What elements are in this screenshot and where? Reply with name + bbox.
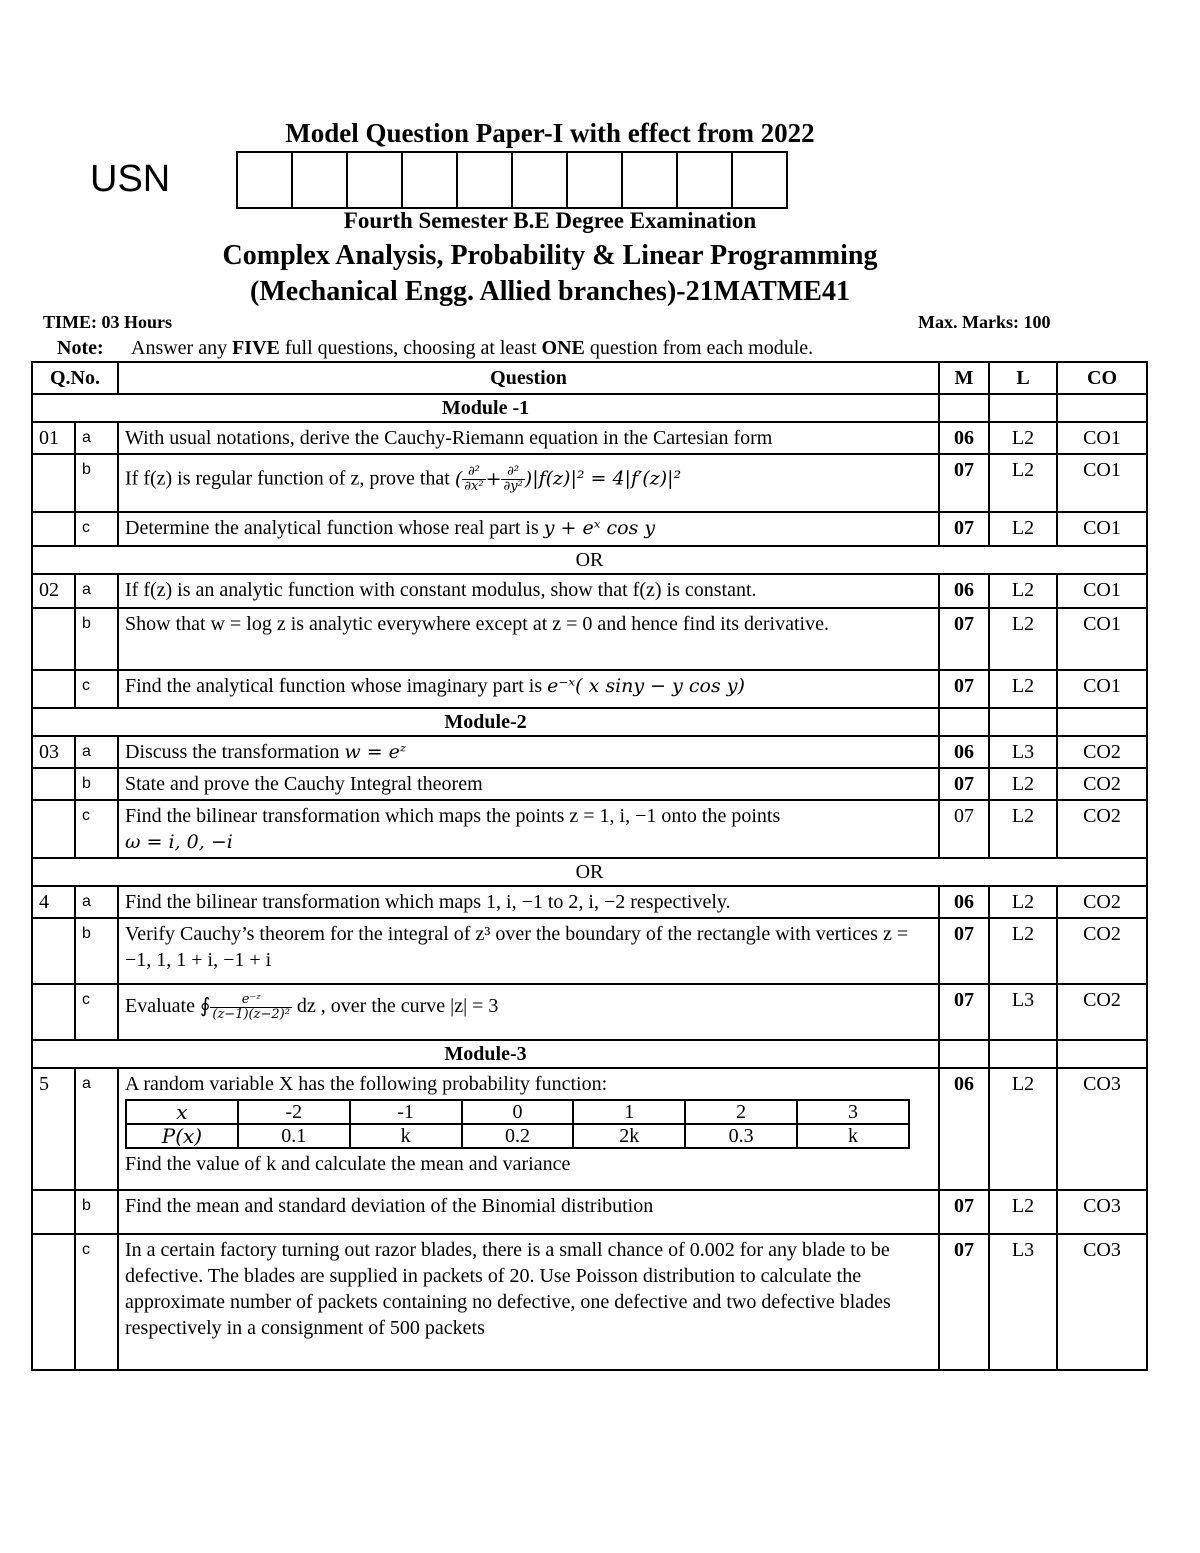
marks-value: 06 <box>939 736 989 768</box>
sub-label: b <box>75 1190 118 1234</box>
level-value: L2 <box>989 768 1057 800</box>
time-label: TIME: 03 Hours <box>43 312 173 332</box>
sub-label: c <box>75 670 118 708</box>
table-row <box>32 574 1147 608</box>
usn-box[interactable] <box>238 153 293 207</box>
question-table <box>31 361 1148 1371</box>
marks-value: 07 <box>939 800 989 858</box>
marks-value: 06 <box>939 886 989 918</box>
usn-box[interactable] <box>733 153 786 207</box>
marks-value: 07 <box>939 984 989 1040</box>
co-value: CO1 <box>1057 574 1147 608</box>
usn-box[interactable] <box>623 153 678 207</box>
or-row <box>32 546 1147 574</box>
question-number: 01 <box>32 422 75 454</box>
co-value: CO2 <box>1057 918 1147 984</box>
level-value: L2 <box>989 574 1057 608</box>
table-row <box>32 454 1147 512</box>
usn-box[interactable] <box>458 153 513 207</box>
sub-label: b <box>75 918 118 984</box>
co-value: CO2 <box>1057 736 1147 768</box>
level-value: L2 <box>989 1190 1057 1234</box>
col-l: L <box>989 362 1057 394</box>
co-value: CO2 <box>1057 886 1147 918</box>
table-row <box>32 1068 1147 1190</box>
usn-box[interactable] <box>293 153 348 207</box>
question-number: 03 <box>32 736 75 768</box>
usn-box[interactable] <box>513 153 568 207</box>
module-heading: Module -1 <box>32 394 939 422</box>
marks-value: 07 <box>939 918 989 984</box>
co-value: CO2 <box>1057 768 1147 800</box>
question-text: A random variable X has the following probability function: x -2 -1 0 1 2 3 P(x) 0.1 k 0.2 2k 0.3 k Find the value of k and calculate the mean and variance <box>118 1068 939 1190</box>
sub-label: b <box>75 454 118 512</box>
col-question: Question <box>118 362 939 394</box>
table-row <box>32 918 1147 984</box>
branch-title: (Mechanical Engg. Allied branches)-21MATME41 <box>250 276 850 307</box>
sub-label: c <box>75 984 118 1040</box>
exam-title: Fourth Semester B.E Degree Examination <box>343 208 757 233</box>
level-value: L2 <box>989 800 1057 858</box>
question-text: Show that w = log z is analytic everywhere except at z = 0 and hence find its derivative. <box>118 608 939 670</box>
max-marks: Max. Marks: 100 <box>918 312 1051 332</box>
marks-value: 07 <box>939 670 989 708</box>
co-value: CO3 <box>1057 1068 1147 1190</box>
level-value: L3 <box>989 736 1057 768</box>
marks-value: 07 <box>939 512 989 546</box>
level-value: L3 <box>989 984 1057 1040</box>
or-divider: OR <box>32 858 1147 886</box>
module-row <box>32 708 1147 736</box>
co-value: CO1 <box>1057 512 1147 546</box>
level-value: L2 <box>989 918 1057 984</box>
question-text: Find the analytical function whose imaginary part is e⁻ˣ( x siny − y cos y) <box>118 670 939 708</box>
marks-value: 07 <box>939 768 989 800</box>
question-text: Evaluate ∮ $\frac{\text{e⁻ᶻ}}{\text{(z−1)(z−2)²}}$ dz , over the curve |z| = 3 <box>118 984 939 1040</box>
marks-value: 07 <box>939 454 989 512</box>
question-number: 5 <box>32 1068 75 1190</box>
usn-box[interactable] <box>678 153 733 207</box>
paper-title: Model Question Paper-I with effect from 2022 <box>285 118 815 148</box>
usn-box[interactable] <box>348 153 403 207</box>
table-row <box>32 768 1147 800</box>
usn-boxes <box>236 151 788 209</box>
sub-label: a <box>75 736 118 768</box>
usn-box[interactable] <box>403 153 458 207</box>
marks-value: 07 <box>939 608 989 670</box>
table-row <box>32 670 1147 708</box>
sub-label: a <box>75 886 118 918</box>
question-text: If f(z) is regular function of z, prove that ( $\frac{\text{∂²}}{\text{∂x²}}$ + $\frac{\text{∂²}}{\text{∂y²}}$ )|f(z)|² = 4|f′(z)|² <box>118 454 939 512</box>
sub-label: b <box>75 608 118 670</box>
level-value: L2 <box>989 670 1057 708</box>
table-row <box>32 512 1147 546</box>
question-number: 02 <box>32 574 75 608</box>
level-value: L3 <box>989 1234 1057 1370</box>
probability-table <box>125 1099 910 1149</box>
question-text: Find the bilinear transformation which maps the points z = 1, i, −1 onto the points ω = i, 0, −i <box>118 800 939 858</box>
question-text: Determine the analytical function whose real part is y + eˣ cos y <box>118 512 939 546</box>
module-row <box>32 1040 1147 1068</box>
note-text: Answer any FIVE full questions, choosing at least ONE question from each module. <box>131 337 814 359</box>
or-divider: OR <box>32 546 1147 574</box>
marks-value: 06 <box>939 422 989 454</box>
sub-label: b <box>75 768 118 800</box>
sub-label: a <box>75 1068 118 1190</box>
module-row <box>32 394 1147 422</box>
table-row <box>32 886 1147 918</box>
question-text: Find the bilinear transformation which maps 1, i, −1 to 2, i, −2 respectively. <box>118 886 939 918</box>
question-text: State and prove the Cauchy Integral theorem <box>118 768 939 800</box>
usn-label: USN <box>90 158 171 200</box>
question-text: If f(z) is an analytic function with constant modulus, show that f(z) is constant. <box>118 574 939 608</box>
co-value: CO1 <box>1057 422 1147 454</box>
or-row <box>32 858 1147 886</box>
col-m: M <box>939 362 989 394</box>
table-row <box>32 984 1147 1040</box>
question-text: With usual notations, derive the Cauchy-Riemann equation in the Cartesian form <box>118 422 939 454</box>
question-text: Discuss the transformation w = eᶻ <box>118 736 939 768</box>
marks-value: 07 <box>939 1190 989 1234</box>
sub-label: c <box>75 512 118 546</box>
col-co: CO <box>1057 362 1147 394</box>
sub-label: a <box>75 422 118 454</box>
table-header <box>32 362 1147 394</box>
level-value: L2 <box>989 886 1057 918</box>
co-value: CO1 <box>1057 670 1147 708</box>
level-value: L2 <box>989 454 1057 512</box>
question-text: Find the mean and standard deviation of the Binomial distribution <box>118 1190 939 1234</box>
co-value: CO2 <box>1057 984 1147 1040</box>
co-value: CO3 <box>1057 1234 1147 1370</box>
level-value: L2 <box>989 608 1057 670</box>
co-value: CO2 <box>1057 800 1147 858</box>
note-label: Note: <box>57 337 104 359</box>
table-row <box>32 800 1147 858</box>
level-value: L2 <box>989 1068 1057 1190</box>
col-qno: Q.No. <box>32 362 118 394</box>
sub-label: a <box>75 574 118 608</box>
co-value: CO3 <box>1057 1190 1147 1234</box>
table-row <box>32 1190 1147 1234</box>
level-value: L2 <box>989 512 1057 546</box>
co-value: CO1 <box>1057 454 1147 512</box>
sub-label: c <box>75 800 118 858</box>
sub-label: c <box>75 1234 118 1370</box>
table-row <box>32 736 1147 768</box>
p-row: P(x) 0.1 k 0.2 2k 0.3 k <box>126 1124 909 1148</box>
table-row <box>32 608 1147 670</box>
marks-value: 06 <box>939 1068 989 1190</box>
co-value: CO1 <box>1057 608 1147 670</box>
x-row: x -2 -1 0 1 2 3 <box>126 1100 909 1124</box>
module-heading: Module-2 <box>32 708 939 736</box>
marks-value: 07 <box>939 1234 989 1370</box>
question-number: 4 <box>32 886 75 918</box>
table-row <box>32 422 1147 454</box>
level-value: L2 <box>989 422 1057 454</box>
subject-title: Complex Analysis, Probability & Linear Programming <box>222 240 878 271</box>
question-text: In a certain factory turning out razor blades, there is a small chance of 0.002 for any blade to be defective. The blades are supplied in packets of 20. Use Poisson distribution to calculate the approximate number of packets containing no defective, one defective and two defective blades respectively in a consignment of 500 packets <box>118 1234 939 1370</box>
marks-value: 06 <box>939 574 989 608</box>
question-text: Verify Cauchy’s theorem for the integral of z³ over the boundary of the rectangle with vertices z = −1, 1, 1 + i, −1 + i <box>118 918 939 984</box>
usn-box[interactable] <box>568 153 623 207</box>
module-heading: Module-3 <box>32 1040 939 1068</box>
table-row <box>32 1234 1147 1370</box>
